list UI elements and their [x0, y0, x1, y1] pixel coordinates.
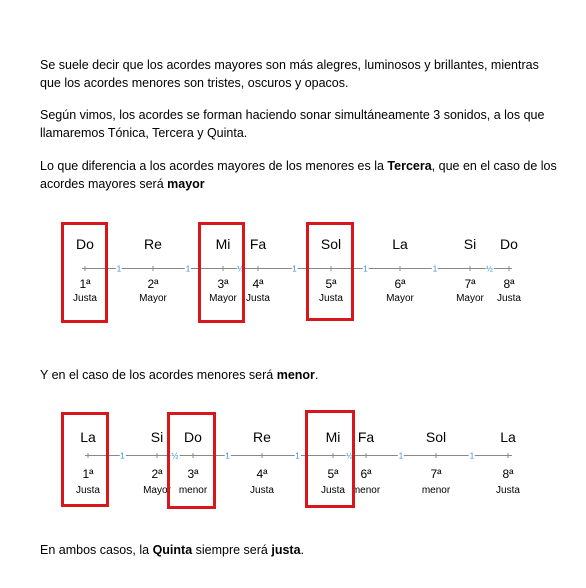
degree-label: 5ª [325, 277, 337, 291]
axis-tick [157, 453, 158, 458]
paragraph-minor-third: Y en el caso de los acordes menores será menor. [40, 368, 319, 382]
degree-label: 6ª [394, 277, 406, 291]
step-interval-label: 1 [292, 264, 297, 273]
interval-quality-label: Mayor [209, 293, 237, 304]
axis-tick [258, 266, 259, 271]
degree-label: 8ª [502, 467, 514, 481]
interval-quality-label: Mayor [143, 485, 171, 496]
axis-tick [436, 453, 437, 458]
interval-quality-label: Justa [76, 485, 100, 496]
note-label: Si [463, 236, 477, 252]
interval-quality-label: Justa [497, 293, 521, 304]
interval-quality-label: Mayor [456, 293, 484, 304]
step-interval-label: 1 [398, 451, 404, 460]
note-label: La [500, 429, 516, 445]
step-interval-label: 1 [225, 451, 230, 460]
interval-quality-label: menor [178, 485, 208, 496]
degree-label: 7ª [430, 467, 442, 481]
highlight-box [306, 222, 354, 321]
degree-label: 3ª [217, 277, 229, 291]
interval-quality-label: Mayor [386, 293, 414, 304]
degree-label: 6ª [360, 467, 372, 481]
axis-tick [262, 453, 263, 458]
degree-label: 8ª [503, 277, 515, 291]
degree-label: 2ª [147, 277, 159, 291]
note-label: Mi [215, 236, 231, 252]
step-interval-label: 1 [120, 451, 125, 460]
degree-label: 1ª [79, 277, 91, 291]
highlight-box [167, 412, 216, 509]
axis-tick [366, 453, 367, 458]
note-label: Mi [325, 429, 341, 445]
step-interval-label: 1 [116, 264, 122, 273]
interval-quality-label: Justa [246, 293, 270, 304]
note-label: Do [76, 236, 94, 252]
degree-label: 4ª [256, 467, 268, 481]
paragraph-third-difference: Lo que diferencia a los acordes mayores de los menores es la Tercera, que en el caso de los acordes mayores será mayor [40, 159, 557, 191]
step-interval-label: ½ [486, 264, 493, 273]
step-interval-label: 1 [185, 264, 191, 273]
degree-label: 3ª [187, 467, 199, 481]
note-label: Re [144, 236, 162, 252]
highlight-box [305, 410, 355, 508]
axis-tick [508, 453, 509, 458]
axis-tick [509, 266, 510, 271]
note-label: La [392, 236, 408, 252]
paragraph-fifth-always-perfect: En ambos casos, la Quinta siempre será justa. [40, 543, 305, 557]
step-interval-label: ½ [171, 451, 179, 460]
interval-quality-label: menor [421, 485, 451, 496]
interval-quality-label: Justa [73, 293, 97, 304]
note-label: Fa [249, 236, 267, 252]
step-interval-label: ½ [237, 264, 244, 273]
paragraph-intro: Se suele decir que los acordes mayores son más alegres, luminosos y brillantes, mientras que los acordes menores son tristes, oscuros y opacos. [40, 58, 539, 90]
interval-quality-label: menor [351, 485, 381, 496]
axis-tick [400, 266, 401, 271]
axis-tick [153, 266, 154, 271]
note-label: Si [150, 429, 164, 445]
interval-quality-label: Justa [319, 293, 343, 304]
interval-quality-label: Justa [496, 485, 520, 496]
interval-quality-label: Mayor [139, 293, 167, 304]
note-label: Do [184, 429, 202, 445]
paragraph-chord-formation: Según vimos, los acordes se forman haciendo sonar simultáneamente 3 sonidos, a los que llamaremos Tónica, Tercera y Quinta. [40, 108, 545, 140]
highlight-box [61, 412, 109, 507]
note-label: Do [500, 236, 518, 252]
step-interval-label: ½ [346, 451, 353, 460]
note-label: Sol [320, 236, 342, 252]
degree-label: 2ª [151, 467, 163, 481]
step-interval-label: 1 [363, 264, 368, 273]
step-interval-label: 1 [469, 451, 475, 460]
note-label: Re [253, 429, 271, 445]
degree-label: 7ª [464, 277, 476, 291]
degree-label: 1ª [82, 467, 94, 481]
note-label: La [80, 429, 96, 445]
note-label: Fa [357, 429, 375, 445]
step-interval-label: 1 [295, 451, 300, 460]
degree-label: 5ª [327, 467, 339, 481]
note-label: Sol [425, 429, 447, 445]
interval-quality-label: Justa [250, 485, 274, 496]
interval-quality-label: Justa [321, 485, 345, 496]
highlight-box [198, 222, 245, 323]
degree-label: 4ª [252, 277, 264, 291]
axis-tick [470, 266, 471, 271]
step-interval-label: 1 [432, 264, 438, 273]
highlight-box [61, 222, 108, 323]
